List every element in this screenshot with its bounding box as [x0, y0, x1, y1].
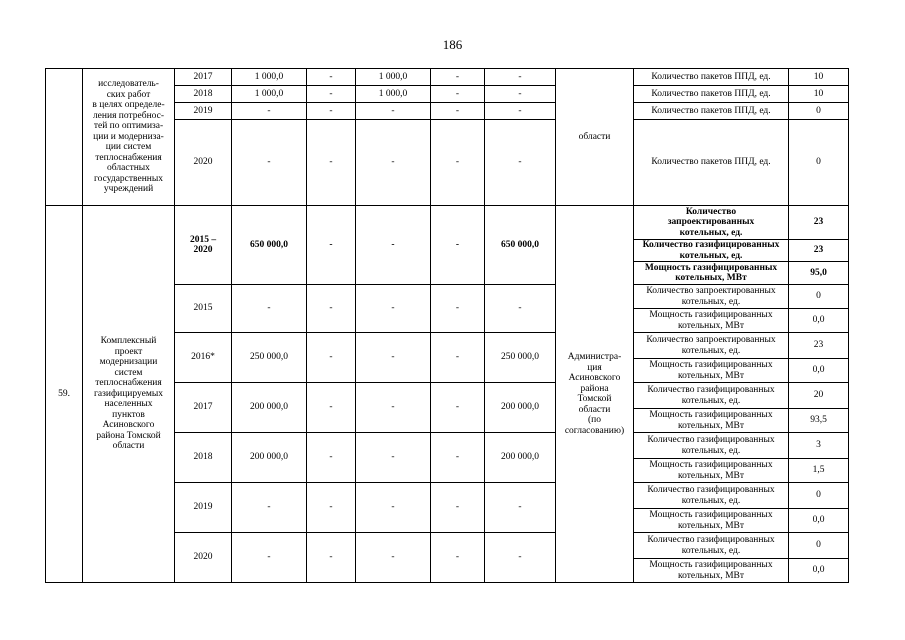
amount-cell: - — [356, 120, 431, 206]
amount-cell: - — [232, 533, 307, 583]
amount-cell: - — [431, 86, 485, 103]
indicator-name: Количество запроектированных котельных, ед. — [634, 285, 789, 309]
indicator-name: Количество пакетов ППД, ед. — [634, 120, 789, 206]
indicator-value: 0 — [789, 103, 849, 120]
program-table — [45, 68, 849, 583]
amount-cell: - — [232, 285, 307, 333]
indicator-value: 0,0 — [789, 559, 849, 583]
year-cell: 2018 — [175, 86, 232, 103]
table-row — [46, 206, 849, 240]
indicator-value: 0 — [789, 533, 849, 559]
indicator-name: Мощность газифицированных котельных, МВт — [634, 309, 789, 333]
indicator-value: 0 — [789, 120, 849, 206]
indicator-value: 1,5 — [789, 459, 849, 483]
page-number: 186 — [442, 37, 463, 52]
amount-cell: 1 000,0 — [356, 86, 431, 103]
indicator-name: Количество пакетов ППД, ед. — [634, 86, 789, 103]
indicator-name: Количество пакетов ППД, ед. — [634, 103, 789, 120]
indicator-value: 95,0 — [789, 262, 849, 285]
responsible-party: Администра- ция Асиновского района Томской области (по согласованию) — [556, 206, 634, 583]
amount-cell: 200 000,0 — [232, 433, 307, 483]
year-cell: 2020 — [175, 533, 232, 583]
year-cell: 2015 – 2020 — [175, 206, 232, 285]
year-cell: 2020 — [175, 120, 232, 206]
amount-cell: - — [485, 86, 556, 103]
amount-cell: - — [307, 69, 356, 86]
amount-cell: - — [431, 120, 485, 206]
amount-cell: - — [307, 120, 356, 206]
amount-cell: - — [431, 103, 485, 120]
amount-cell: - — [307, 533, 356, 583]
indicator-value: 93,5 — [789, 409, 849, 433]
indicator-value: 0,0 — [789, 509, 849, 533]
indicator-name: Мощность газифицированных котельных, МВт — [634, 559, 789, 583]
indicator-value: 0,0 — [789, 359, 849, 383]
amount-cell: 200 000,0 — [232, 383, 307, 433]
amount-cell: - — [232, 120, 307, 206]
amount-cell: - — [485, 533, 556, 583]
year-cell: 2015 — [175, 285, 232, 333]
indicator-name: Мощность газифицированных котельных, МВт — [634, 262, 789, 285]
amount-cell: - — [431, 333, 485, 383]
amount-cell: - — [232, 483, 307, 533]
amount-cell: - — [431, 533, 485, 583]
amount-cell: - — [431, 206, 485, 285]
responsible-party: области — [556, 69, 634, 206]
amount-cell: - — [431, 69, 485, 86]
amount-cell: 1 000,0 — [232, 69, 307, 86]
indicator-name: Количество запроектированных котельных, ед. — [634, 333, 789, 359]
indicator-name: Мощность газифицированных котельных, МВт — [634, 409, 789, 433]
indicator-name: Количество газифицированных котельных, ед. — [634, 240, 789, 262]
item-number: 59. — [46, 206, 83, 583]
amount-cell: - — [485, 483, 556, 533]
indicator-value: 23 — [789, 333, 849, 359]
indicator-value: 23 — [789, 206, 849, 240]
amount-cell: - — [307, 333, 356, 383]
year-cell: 2017 — [175, 69, 232, 86]
indicator-value: 10 — [789, 69, 849, 86]
amount-cell: - — [307, 383, 356, 433]
indicator-name: Мощность газифицированных котельных, МВт — [634, 359, 789, 383]
indicator-name: Количество газифицированных котельных, ед. — [634, 383, 789, 409]
amount-cell: - — [431, 383, 485, 433]
item-name: Комплексный проект модернизации систем теплоснабжения газифицируемых населенных пунктов Асиновского района Томской области — [83, 206, 175, 583]
amount-cell: - — [232, 103, 307, 120]
indicator-name: Количество газифицированных котельных, ед. — [634, 433, 789, 459]
amount-cell: - — [356, 206, 431, 285]
amount-cell: - — [356, 103, 431, 120]
amount-cell: 250 000,0 — [485, 333, 556, 383]
indicator-value: 0 — [789, 483, 849, 509]
amount-cell: - — [431, 433, 485, 483]
amount-cell: - — [307, 86, 356, 103]
amount-cell: - — [356, 383, 431, 433]
indicator-value: 10 — [789, 86, 849, 103]
amount-cell: - — [356, 483, 431, 533]
amount-cell: - — [485, 120, 556, 206]
indicator-name: Мощность газифицированных котельных, МВт — [634, 459, 789, 483]
amount-cell: 650 000,0 — [485, 206, 556, 285]
amount-cell: - — [485, 103, 556, 120]
amount-cell: - — [307, 285, 356, 333]
amount-cell: 200 000,0 — [485, 383, 556, 433]
amount-cell: - — [431, 285, 485, 333]
year-cell: 2017 — [175, 383, 232, 433]
year-cell: 2019 — [175, 103, 232, 120]
amount-cell: 250 000,0 — [232, 333, 307, 383]
amount-cell: - — [485, 285, 556, 333]
year-cell: 2016* — [175, 333, 232, 383]
amount-cell: - — [307, 483, 356, 533]
amount-cell: - — [356, 533, 431, 583]
year-cell: 2018 — [175, 433, 232, 483]
indicator-name: Количество пакетов ППД, ед. — [634, 69, 789, 86]
amount-cell: - — [356, 285, 431, 333]
amount-cell: 650 000,0 — [232, 206, 307, 285]
item-number — [46, 69, 83, 206]
indicator-name: Мощность газифицированных котельных, МВт — [634, 509, 789, 533]
table-row — [46, 69, 849, 86]
amount-cell: - — [307, 433, 356, 483]
indicator-value: 0,0 — [789, 309, 849, 333]
indicator-name: Количество запроектированных котельных, ед. — [634, 206, 789, 240]
indicator-value: 20 — [789, 383, 849, 409]
amount-cell: 200 000,0 — [485, 433, 556, 483]
indicator-name: Количество газифицированных котельных, ед. — [634, 483, 789, 509]
indicator-value: 0 — [789, 285, 849, 309]
amount-cell: - — [356, 333, 431, 383]
amount-cell: 1 000,0 — [232, 86, 307, 103]
amount-cell: 1 000,0 — [356, 69, 431, 86]
indicator-name: Количество газифицированных котельных, ед. — [634, 533, 789, 559]
item-name: исследователь- ских работ в целях определе- ления потребнос- тей по оптимиза- ции и модерниза- ции систем теплоснабжения областных государственных учреждений — [83, 69, 175, 206]
amount-cell: - — [485, 69, 556, 86]
year-cell: 2019 — [175, 483, 232, 533]
amount-cell: - — [356, 433, 431, 483]
amount-cell: - — [307, 206, 356, 285]
indicator-value: 3 — [789, 433, 849, 459]
amount-cell: - — [307, 103, 356, 120]
amount-cell: - — [431, 483, 485, 533]
indicator-value: 23 — [789, 240, 849, 262]
